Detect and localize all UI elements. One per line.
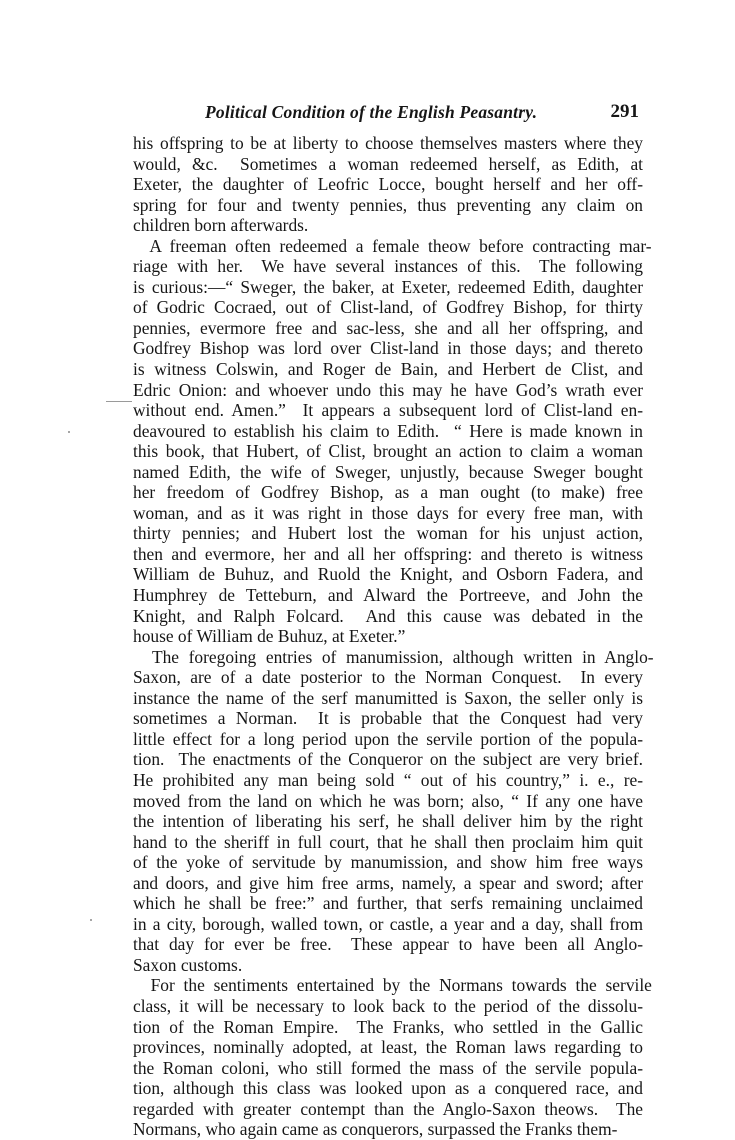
text-line: [133, 585, 643, 606]
text-line: [133, 749, 643, 770]
text-line: [133, 441, 643, 462]
text-line-content: then and evermore, her and all her offspring: and thereto is witness: [133, 543, 643, 564]
text-line: [133, 338, 643, 359]
text-line-content: class, it will be necessary to look back to the period of the dissolu-: [133, 995, 643, 1016]
text-line-content: would, &c. Sometimes a woman redeemed herself, as Edith, at: [133, 153, 643, 174]
text-line: [133, 462, 643, 483]
text-line-content: William de Buhuz, and Ruold the Knight, and Osborn Fadera, and: [133, 564, 643, 585]
text-line: [133, 544, 643, 565]
text-line-content: Edric Onion: and whoever undo this may he have God’s wrath ever: [133, 379, 643, 400]
text-line-content: of Godric Cocraed, out of Clist-land, of Godfrey Bishop, for thirty: [133, 297, 643, 318]
text-line-content: Exeter, the daughter of Leofric Locce, bought herself and her off-: [133, 174, 643, 195]
text-line: [133, 996, 643, 1017]
text-line-content: tion of the Roman Empire. The Franks, who settled in the Gallic: [133, 1016, 643, 1037]
text-line: [133, 688, 643, 709]
text-line-content: moved from the land on which he was born; also, “ If any one have: [133, 790, 643, 811]
text-line: [133, 1017, 643, 1038]
text-line: [133, 256, 643, 277]
text-line-content: and doors, and give him free arms, namely, a spear and sword; after: [133, 872, 643, 893]
running-title: Political Condition of the English Peasantry.: [205, 102, 538, 122]
text-line: [133, 503, 643, 524]
text-line: [133, 873, 643, 894]
text-line: [133, 523, 643, 544]
margin-rule-mark: [106, 401, 132, 402]
text-line-content: the Roman coloni, who still formed the mass of the servile popula-: [133, 1057, 643, 1078]
text-line: [133, 1058, 643, 1079]
text-line-content: He prohibited any man being sold “ out of his country,” i. e., re-: [133, 769, 643, 790]
text-line: [133, 934, 643, 955]
text-line: [133, 791, 643, 812]
text-line-content: tion. The enactments of the Conqueror on the subject are very brief.: [133, 749, 643, 770]
text-line: [133, 482, 643, 503]
text-line-content: of the yoke of servitude by manumission, and show him free ways: [133, 852, 643, 873]
running-header: [133, 98, 641, 124]
text-line-content: riage with her. We have several instances of this. The following: [133, 256, 643, 277]
text-line-content: instance the name of the serf manumitted is Saxon, the seller only is: [133, 687, 643, 708]
text-line-content: pennies, evermore free and sac-less, she and all her offspring, and: [133, 317, 643, 338]
text-line-content: children born afterwards.: [133, 215, 309, 236]
text-line-content: Knight, and Ralph Folcard. And this cause was debated in the: [133, 605, 643, 626]
text-line-content: his offspring to be at liberty to choose themselves masters where they: [133, 133, 643, 153]
text-line-content: thirty pennies; and Hubert lost the woman for his unjust action,: [133, 523, 643, 544]
text-line: [133, 729, 643, 750]
text-line-content: For the sentiments entertained by the Normans towards the servile: [133, 975, 652, 996]
text-line: [133, 297, 643, 318]
text-line-content: deavoured to establish his claim to Edith. “ Here is made known in: [133, 420, 643, 441]
text-line: [133, 626, 643, 647]
margin-dot: [68, 431, 70, 433]
text-line-content: woman, and as it was right in those days for every free man, with: [133, 502, 643, 523]
text-line: [133, 955, 643, 976]
text-line: [133, 564, 643, 585]
text-line: [133, 852, 643, 873]
text-line: [133, 277, 643, 298]
text-line: [133, 235, 652, 257]
text-line-content: that day for ever be free. These appear to have been all Anglo-: [133, 934, 643, 955]
text-line-content: regarded with greater contempt than the Anglo-Saxon theows. The: [133, 1098, 643, 1119]
text-line: [133, 174, 643, 195]
text-line-content: the intention of liberating his serf, he shall deliver him by the right: [133, 811, 643, 832]
text-line: [133, 770, 643, 791]
text-line-content: spring for four and twenty pennies, thus preventing any claim on: [133, 194, 643, 215]
text-line-content: Saxon, are of a date posterior to the Norman Conquest. In every: [133, 667, 643, 688]
text-line: [133, 1119, 643, 1140]
text-line-content: Normans, who again came as conquerors, surpassed the Franks them-: [133, 1119, 618, 1140]
text-line: [133, 195, 643, 216]
text-line-content: provinces, nominally adopted, at least, the Roman laws regarding to: [133, 1037, 643, 1058]
text-line: [133, 400, 643, 421]
text-line-content: Godfrey Bishop was lord over Clist-land in those days; and thereto: [133, 338, 643, 359]
text-line: [133, 359, 643, 380]
text-line-content: hand to the sheriff in full court, that he shall then proclaim him quit: [133, 831, 643, 852]
margin-dot: [90, 919, 92, 921]
text-line: [133, 646, 654, 668]
text-line: [133, 708, 643, 729]
text-line: [133, 606, 643, 627]
text-line-content: her freedom of Godfrey Bishop, as a man ought (to make) free: [133, 482, 643, 503]
text-line-content: named Edith, the wife of Sweger, unjustly, because Sweger bought: [133, 461, 643, 482]
text-line-content: in a city, borough, walled town, or castle, a year and a day, shall from: [133, 913, 643, 934]
text-line: [133, 667, 643, 688]
text-line-content: Saxon customs.: [133, 954, 243, 975]
text-line-content: house of William de Buhuz, at Exeter.”: [133, 626, 406, 647]
page-number: 291: [610, 101, 639, 122]
text-line: [133, 1037, 643, 1058]
text-line: [133, 975, 652, 996]
text-line-content: Humphrey de Tetteburn, and Alward the Portreeve, and John the: [133, 585, 643, 606]
text-line: [133, 914, 643, 935]
text-line: [133, 154, 643, 175]
text-line-content: without end. Amen.” It appears a subsequent lord of Clist-land en-: [133, 400, 643, 421]
text-line: [133, 832, 643, 853]
text-line: [133, 1078, 643, 1099]
text-line-content: is curious:—“ Sweger, the baker, at Exeter, redeemed Edith, daughter: [133, 276, 643, 297]
text-line: [133, 215, 643, 236]
text-line: [133, 1099, 643, 1120]
text-line: [133, 318, 643, 339]
text-line-content: this book, that Hubert, of Clist, brought an action to claim a woman: [133, 441, 643, 462]
text-line: [133, 811, 643, 832]
text-line-content: little effect for a long period upon the servile portion of the popula-: [133, 728, 643, 749]
text-line: [133, 421, 643, 442]
text-line-content: tion, although this class was looked upon as a conquered race, and: [133, 1078, 643, 1099]
text-line-content: A freeman often redeemed a female theow before contracting mar-: [133, 235, 652, 256]
text-line-content: is witness Colswin, and Roger de Bain, and Herbert de Clist, and: [133, 359, 643, 380]
text-line: [133, 380, 643, 401]
text-line-content: which he shall be free:” and further, that serfs remaining unclaimed: [133, 893, 643, 914]
text-line: [133, 133, 643, 154]
text-line-content: The foregoing entries of manumission, although written in Anglo-: [133, 646, 654, 667]
text-line-content: sometimes a Norman. It is probable that the Conquest had very: [133, 708, 643, 729]
text-line: [133, 893, 643, 914]
body-text: [133, 133, 654, 1140]
